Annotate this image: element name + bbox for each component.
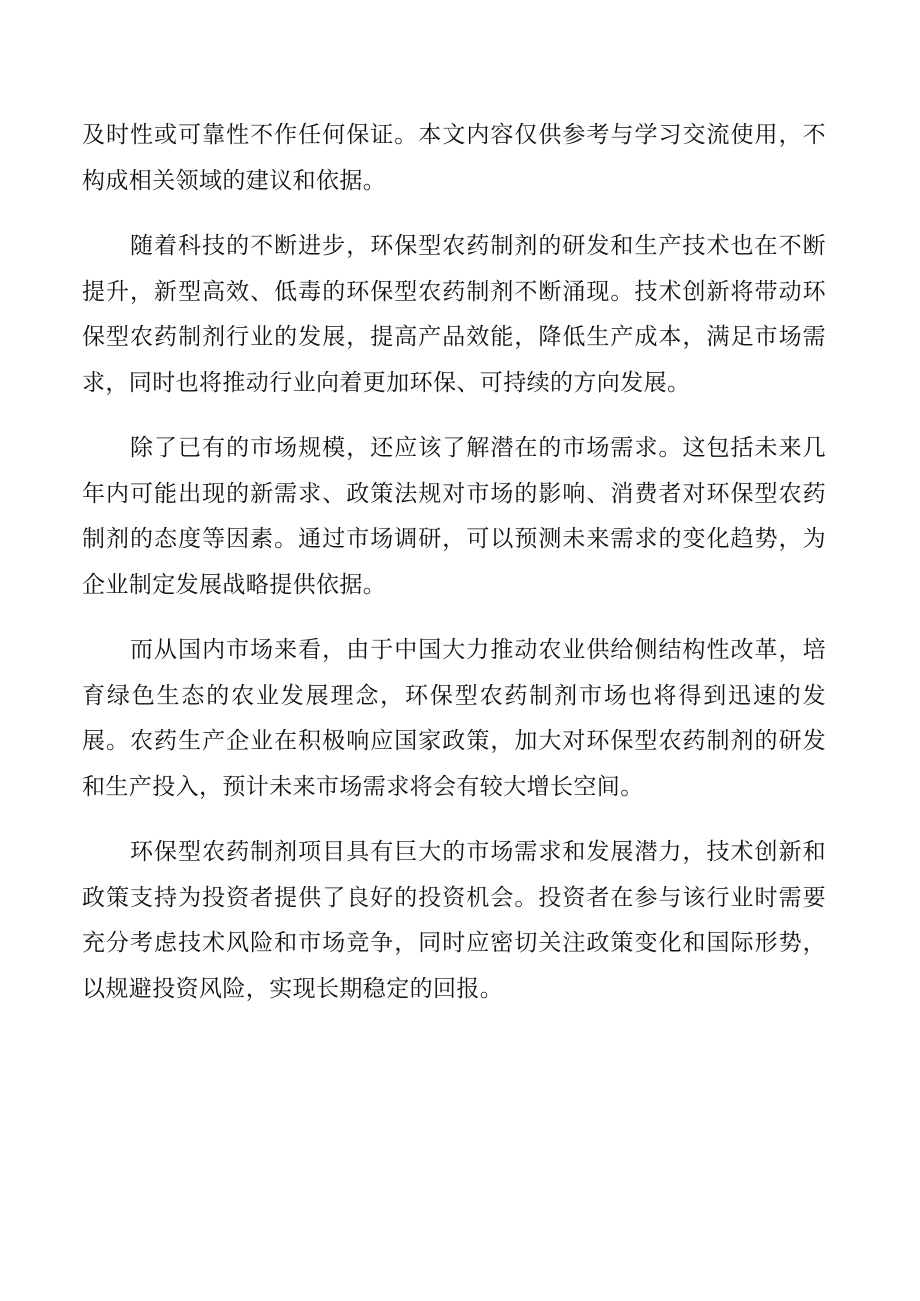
paragraph-domestic-market: 而从国内市场来看，由于中国大力推动农业供给侧结构性改革，培育绿色生态的农业发展理念，环保型农药制剂市场也将得到迅速的发展。农药生产企业在积极响应国家政策，加大对环保型农药制剂的研发和生产投入，预计未来市场需求将会有较大增长空间。 — [82, 637, 826, 800]
paragraph-investment-outlook: 环保型农药制剂项目具有巨大的市场需求和发展潜力，技术创新和政策支持为投资者提供了良好的投资机会。投资者在参与该行业时需要充分考虑技术风险和市场竞争，同时应密切关注政策变化和国际形势，以规避投资风险，实现长期稳定的回报。 — [82, 839, 826, 1002]
paragraph-potential-demand: 除了已有的市场规模，还应该了解潜在的市场需求。这包括未来几年内可能出现的新需求、政策法规对市场的影响、消费者对环保型农药制剂的态度等因素。通过市场调研，可以预测未来需求的变化趋势，为企业制定发展战略提供依据。 — [82, 435, 826, 598]
paragraph-technology-innovation: 随着科技的不断进步，环保型农药制剂的研发和生产技术也在不断提升，新型高效、低毒的环保型农药制剂不断涌现。技术创新将带动环保型农药制剂行业的发展，提高产品效能，降低生产成本，满足市场需求，同时也将推动行业向着更加环保、可持续的方向发展。 — [82, 233, 826, 396]
document-body — [82, 113, 826, 1032]
paragraph-continued-disclaimer: 及时性或可靠性不作任何保证。本文内容仅供参考与学习交流使用，不构成相关领域的建议和依据。 — [82, 122, 826, 194]
